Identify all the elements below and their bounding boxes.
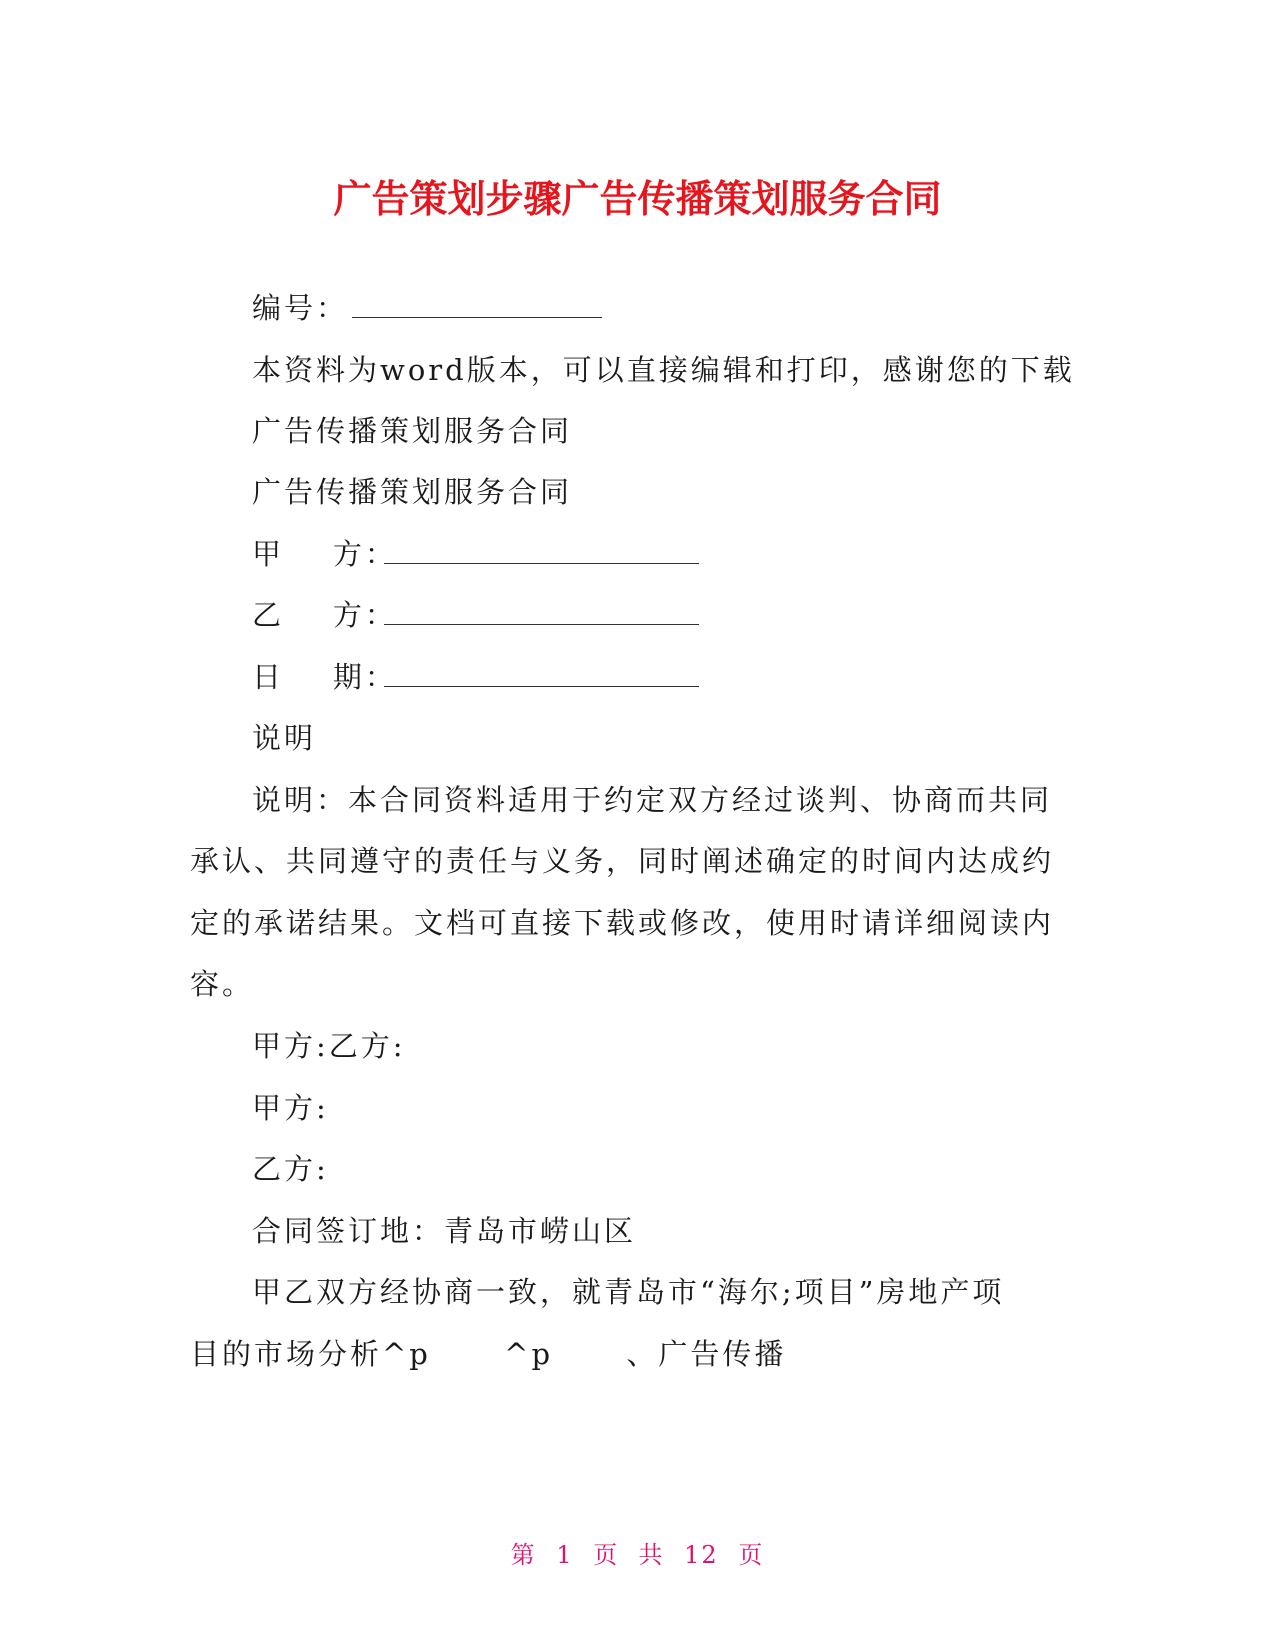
- heading-1: 广告传播策划服务合同: [252, 414, 573, 448]
- party-a-field: [252, 536, 699, 572]
- section-label: 说明: [252, 721, 317, 755]
- date-label: 日 期：: [252, 660, 397, 694]
- document-title: 广告策划步骤广告传播策划服务合同: [333, 177, 942, 221]
- body-line-2: 目的市场分析^p ^p 、广告传播: [190, 1337, 787, 1371]
- party-b-line: 乙方:: [252, 1152, 329, 1186]
- description-line-3: 定的承诺结果。文档可直接下载或修改，使用时请详细阅读内: [190, 906, 1055, 940]
- intro-text: 本资料为word版本，可以直接编辑和打印，感谢您的下载: [252, 353, 1075, 387]
- date-field: [252, 659, 699, 695]
- party-a-line: 甲方:: [252, 1091, 329, 1125]
- heading-2: 广告传播策划服务合同: [252, 475, 573, 509]
- footer-page-prefix: 第: [510, 1541, 537, 1569]
- party-b-field: [252, 597, 699, 633]
- party-a-label: 甲 方：: [252, 537, 397, 571]
- body-line-1: 甲乙双方经协商一致，就青岛市“海尔;项目”房地产项: [252, 1275, 1005, 1309]
- footer-page-suffix: 页: [738, 1541, 765, 1569]
- number-field: [252, 290, 602, 326]
- description-line-1: 说明：本合同资料适用于约定双方经过谈判、协商而共同: [252, 783, 1053, 817]
- number-blank: [352, 297, 602, 318]
- description-line-4: 容。: [190, 967, 255, 1001]
- party-a-blank: [384, 543, 699, 564]
- parties-line: 甲方:乙方:: [252, 1029, 406, 1063]
- party-b-label: 乙 方：: [252, 598, 397, 632]
- description-line-2: 承认、共同遵守的责任与义务，同时阐述确定的时间内达成约: [190, 844, 1055, 878]
- footer-page-total: 12: [684, 1541, 719, 1569]
- footer-page-mid: 页 共: [593, 1541, 665, 1569]
- footer-page-number: 1: [556, 1541, 574, 1569]
- page-footer: [0, 1535, 1275, 1570]
- number-label: 编号：: [252, 291, 349, 325]
- party-b-blank: [384, 604, 699, 625]
- signing-place: 合同签订地：青岛市崂山区: [252, 1214, 637, 1248]
- date-blank: [384, 666, 699, 687]
